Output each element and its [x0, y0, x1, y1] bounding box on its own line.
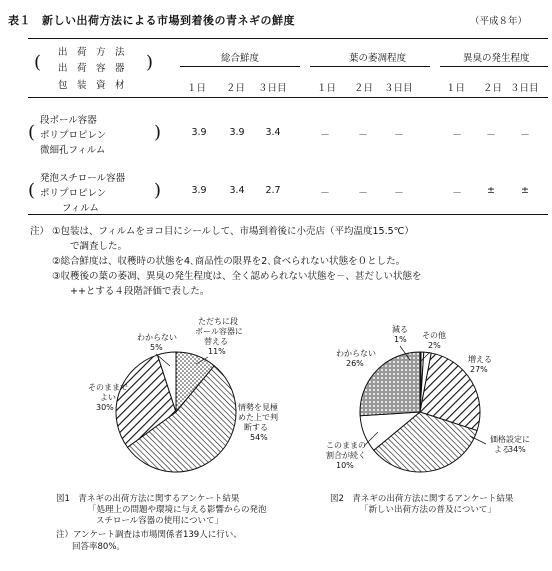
fig1-caption-line: 「処理上の問題や環境に与える影響からの発泡: [88, 505, 267, 515]
stub-header-2: 出 荷 容 器: [58, 63, 125, 74]
row1-paren-open: (: [28, 122, 36, 143]
day-3-g1: ３日目: [258, 83, 287, 94]
fig1-label: ただちに段: [198, 317, 238, 326]
fig2-label: わからない: [336, 349, 376, 358]
row1-paren-close: ): [154, 122, 162, 143]
note-line: ++とする４段階評価で表した。: [70, 286, 210, 297]
fig2-label: その他: [422, 331, 446, 340]
fig2-label: 増える: [468, 355, 492, 364]
fig1-caption-line: スチロール容器の使用について」: [96, 516, 223, 526]
table-label: 表１: [8, 14, 31, 27]
fig1-label: 11%: [208, 347, 226, 356]
row1-value: 3.9: [229, 127, 245, 138]
row2-value: －: [452, 188, 462, 199]
row2-value: 3.4: [229, 185, 245, 196]
table-title: 新しい出荷方法による市場到着後の青ネギの鮮度: [42, 14, 295, 27]
group-header-odor: 異臭の発生程度: [463, 53, 530, 64]
row1-value: －: [358, 130, 368, 141]
fig1-note-line: 注）アンケート調査は市場関係者139人に行い、: [56, 530, 242, 540]
fig1-label: ボール容器に: [195, 327, 243, 336]
group-header-wilting: 葉の萎凋程度: [349, 53, 407, 64]
row2-label-3: フィルム: [62, 203, 99, 214]
fig1-caption-line: 図1 青ネギの出荷方法に関するアンケート結果: [56, 494, 240, 504]
row1-value: 3.4: [265, 127, 281, 138]
fig1-label: めた上で判: [238, 413, 278, 422]
day-2-g2: ２日: [354, 83, 374, 94]
fig2-label: 価格設定に: [490, 435, 530, 444]
row2-value: 2.7: [265, 185, 281, 196]
row2-value: ±: [487, 185, 495, 196]
day-1-g1: １日: [187, 83, 207, 94]
fig2-label: 27%: [470, 365, 488, 374]
stub-header-1: 出 荷 方 法: [58, 47, 125, 58]
note-line: ①包装は、フィルムをヨコ目にシールして、市場到着後に小売店（平均温度15.5℃）: [52, 226, 414, 237]
fig1-label: 断する: [244, 423, 268, 432]
fig2-label: このままの: [326, 441, 366, 450]
fig2-label: 10%: [336, 461, 354, 470]
row1-value: －: [452, 130, 462, 141]
day-1-g2: １日: [317, 83, 337, 94]
day-1-g3: １日: [446, 83, 466, 94]
row1-value: 3.9: [191, 127, 207, 138]
row1-label-1: 段ボール容器: [40, 115, 97, 126]
row1-value: －: [394, 130, 404, 141]
fig1-label: よい: [100, 393, 116, 402]
notes-prefix: 注）: [30, 226, 50, 237]
pie-chart-fig1: [116, 352, 236, 472]
table-year: （平成８年）: [470, 16, 528, 27]
day-2-g1: ２日: [226, 83, 246, 94]
stub-paren-close: ): [146, 52, 154, 73]
row2-value: －: [358, 188, 368, 199]
note-line: ③収穫後の葉の萎凋、異臭の発生程度は、全く認められない状態を－、甚だしい状態を: [52, 271, 422, 282]
fig2-label: 2%: [428, 341, 441, 350]
fig2-label: 26%: [346, 359, 364, 368]
fig2-label: 割合が続く: [326, 451, 366, 460]
fig2-label: よる: [494, 445, 510, 454]
pie-slice-unknown: [360, 352, 420, 416]
stub-paren-open: (: [34, 52, 42, 73]
fig1-label: 替える: [204, 337, 228, 346]
pie-chart-fig2: [360, 352, 480, 472]
fig1-note-line: 回答率80%。: [72, 542, 125, 552]
row2-label-1: 発泡スチロール容器: [40, 173, 126, 184]
row2-paren-close: ): [154, 180, 162, 201]
row2-value: ±: [521, 185, 529, 196]
day-3-g2: ３日目: [384, 83, 413, 94]
row1-value: －: [486, 130, 496, 141]
stub-header-3: 包 装 資 材: [58, 80, 125, 91]
group-header-freshness: 総合鮮度: [221, 53, 260, 64]
fig1-label: 5%: [150, 343, 163, 352]
note-line: ②総合鮮度は、収穫時の状態を4､商品性の限界を2､食べられない状態を０とした。: [52, 256, 406, 267]
fig2-caption-line: 図2 青ネギの出荷方法に関するアンケート結果: [330, 494, 514, 504]
fig2-label: 1%: [394, 335, 407, 344]
fig2-caption-line: 「新しい出荷方法の普及について」: [360, 505, 496, 515]
row1-value: －: [320, 130, 330, 141]
fig1-label: 30%: [96, 403, 114, 412]
row1-value: －: [520, 130, 530, 141]
row1-label-3: 微細孔フィルム: [40, 145, 106, 156]
row2-value: －: [320, 188, 330, 199]
row2-paren-open: (: [28, 180, 36, 201]
row1-label-2: ポリプロピレン: [40, 130, 107, 141]
row2-value: －: [394, 188, 404, 199]
day-2-g3: ２日: [483, 83, 503, 94]
row2-value: 3.9: [191, 185, 207, 196]
day-3-g3: ３日目: [510, 83, 539, 94]
fig1-label: そのままで: [88, 383, 128, 392]
fig1-label: 54%: [250, 433, 268, 442]
fig2-label: 34%: [508, 445, 526, 454]
row2-label-2: ポリプロピレン: [40, 188, 107, 199]
fig1-label: 情勢を見極: [238, 403, 278, 412]
fig1-label: わからない: [137, 333, 177, 342]
fig2-label: 減る: [392, 325, 408, 334]
note-line: で調査した。: [70, 241, 128, 252]
